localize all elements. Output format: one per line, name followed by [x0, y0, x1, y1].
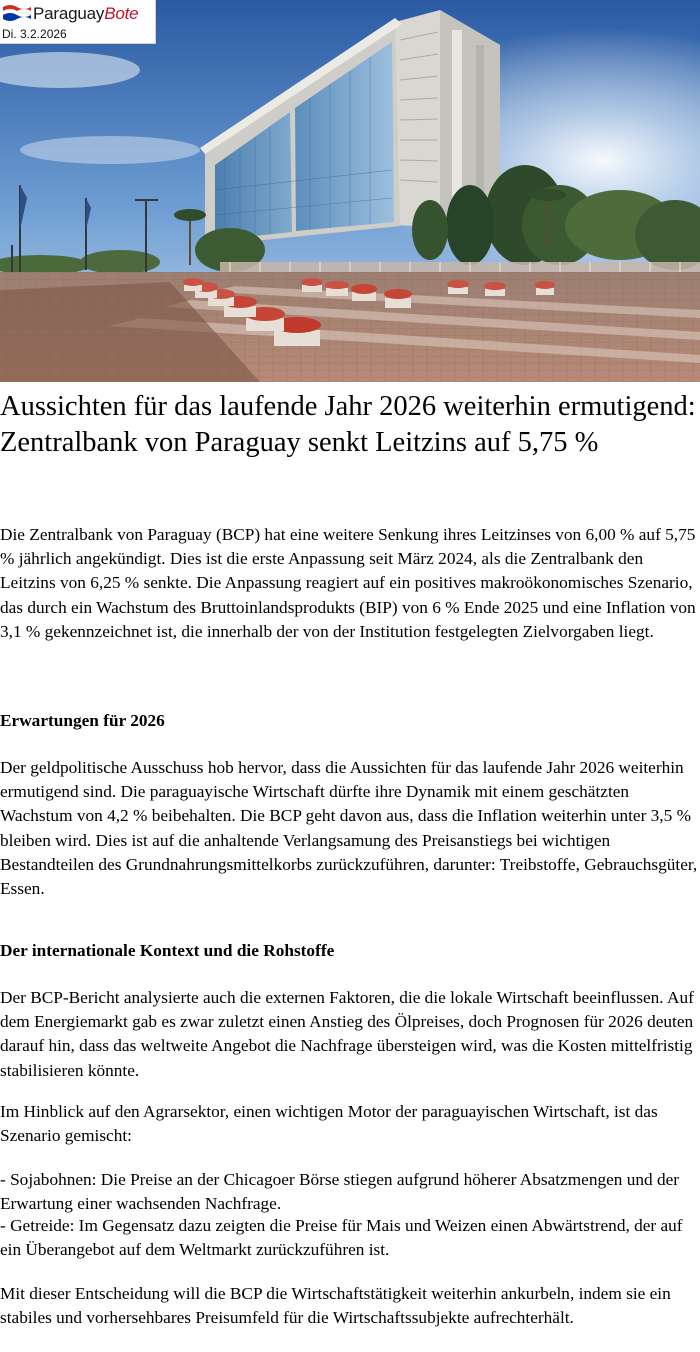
- bullet-grain: - Getreide: Im Gegensatz dazu zeigten die Preise für Mais und Weizen einen Abwärtstrend, der auf ein Überangebot auf dem Weltmarkt zurückzuführen ist.: [0, 1216, 683, 1260]
- article-paragraph-5: Mit dieser Entscheidung will die BCP die Wirtschaftstätigkeit weiterhin ankurbeln, indem sie ein stabiles und vorhersehbares Preisumfeld für die Wirtschaftssubjekte aufrechterhält.: [0, 1284, 671, 1328]
- central-bank-building-photo: [0, 0, 700, 382]
- article-headline: Aussichten für das laufende Jahr 2026 weiterhin ermutigend: Zentralbank von Paraguay senkt Leitzins auf 5,75 %: [0, 391, 696, 458]
- paraguay-flag-icon: [3, 4, 31, 22]
- section-heading-expectations: Erwartungen für 2026: [0, 711, 165, 730]
- site-name-accent: Bote: [104, 4, 139, 23]
- article-paragraph-3: Der BCP-Bericht analysierte auch die externen Faktoren, die die lokale Wirtschaft beeinflussen. Auf dem Energiemarkt gab es zwar zuletzt einen Anstieg des Ölpreises, doch Prognosen für 2026 deuten darauf hin, dass das weltweite Angebot die Nachfrage übersteigen wird, was die Kosten mittelfristig stabilisieren könnte.: [0, 988, 694, 1080]
- bullet-soybeans: - Sojabohnen: Die Preise an der Chicagoer Börse stiegen aufgrund höherer Absatzmengen und der Erwartung einer wachsenden Nachfrage.: [0, 1170, 680, 1214]
- site-name-main: Paraguay: [33, 4, 105, 23]
- publish-date: Di. 3.2.2026: [2, 27, 67, 41]
- article-paragraph-4: Im Hinblick auf den Agrarsektor, einen wichtigen Motor der paraguayischen Wirtschaft, ist das Szenario gemischt:: [0, 1102, 658, 1146]
- article-paragraph-2: Der geldpolitische Ausschuss hob hervor, dass die Aussichten für das laufende Jahr 2026 weiterhin ermutigend sind. Die paraguayische Wirtschaft dürfte ihre Dynamik mit einem geschätzten Wachstum von 4,2 % beibehalten. Die BCP geht davon aus, dass die Inflation weiterhin unter 3,5 % bleiben wird. Dies ist auf die anhaltende Verlangsamung des Preisanstiegs bei wichtigen Bestandteilen des Grundnahrungsmittelkorbs zurückzuführen, darunter: Treibstoffe, Gebrauchsgüter, Essen.: [0, 758, 698, 899]
- article-paragraph-1: Die Zentralbank von Paraguay (BCP) hat eine weitere Senkung ihres Leitzinses von 6,00 % auf 5,75 % jährlich angekündigt. Dies ist die erste Anpassung seit März 2024, als die Zentralbank den Leitzins von 6,25 % senkte. Die Anpassung reagiert auf ein positives makroökonomisches Szenario, das durch ein Wachstum des Bruttoinlandsprodukts (BIP) von 6 % Ende 2025 und eine Inflation von 3,1 % gekennzeichnet ist, die innerhalb der von der Institution festgelegten Zielvorgaben liegt.: [0, 525, 696, 641]
- hero-image: [0, 0, 700, 382]
- site-name: [33, 3, 138, 25]
- section-heading-international-context: Der internationale Kontext und die Rohstoffe: [0, 941, 335, 960]
- site-logo[interactable]: [0, 0, 156, 44]
